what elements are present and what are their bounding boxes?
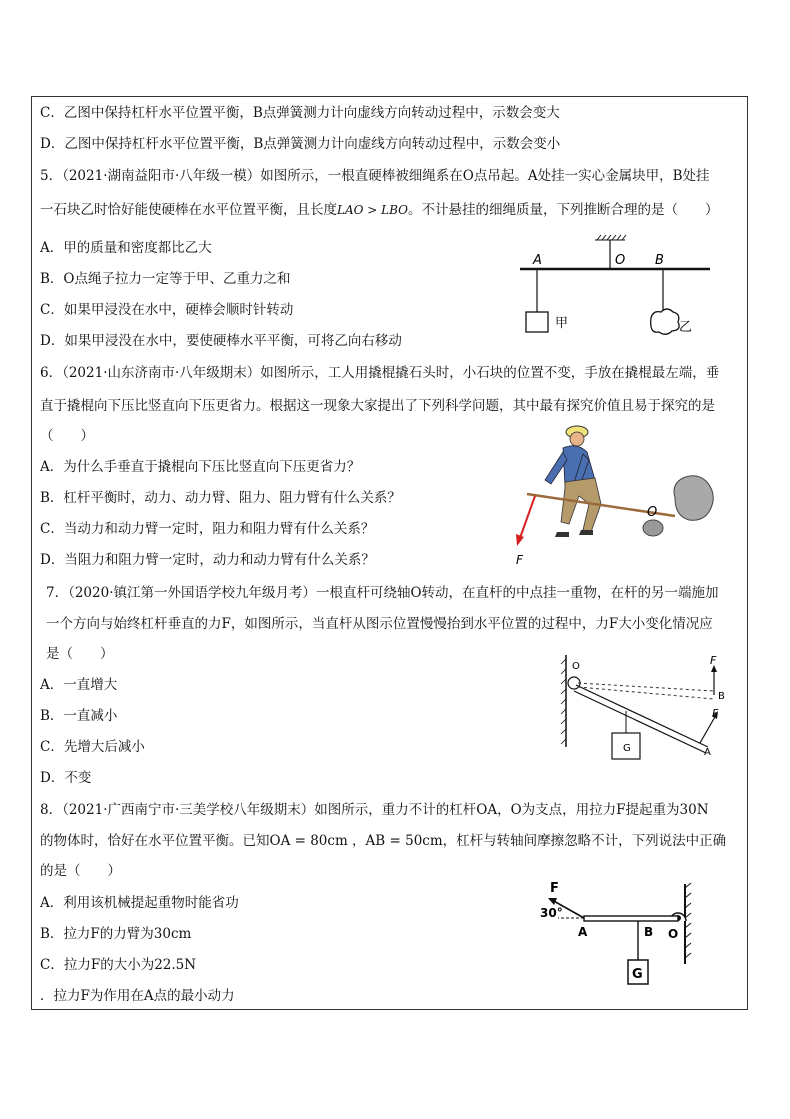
q5-stem-line-1: 5．（2021·湖南益阳市·八年级一模）如图所示，一根直硬棒被细绳系在O点吊起。A处挂一实心金属块甲，B处挂 [40,168,710,184]
label-b: B [655,253,664,268]
small-stone-fulcrum [643,520,663,536]
q6-stem-line-2: 直于撬棍向下压比竖直向下压更省力。根据这一现象大家提出了下列科学问题，其中最有探究价值且易于探究的是 [40,398,715,414]
q5-lever-figure [515,232,715,342]
stone-yi [651,309,679,334]
q7-stem-line-2: 一个方向与始终杠杆垂直的力F，如图所示，当直杆从图示位置慢慢抬到水平位置的过程中，力F大小变化情况应 [46,616,713,632]
lever-oa [584,916,678,921]
q8-option-c: C．拉力F的大小为22.5N [40,957,197,973]
label-b: B [718,691,725,702]
q5-stem-line-2 [40,201,719,219]
q6-stem-line-3: （ ） [40,428,94,444]
q8-option-a: A．利用该机械提起重物时能省功 [40,895,239,911]
q8-option-b: B．拉力F的力臂为30cm [40,926,192,942]
q8-stem-line-2: 的物体时，恰好在水平位置平衡。已知OA = 80cm ，AB = 50cm，杠杆与转轴间摩擦忽略不计，下列说法中正确 [40,833,727,849]
q7-option-a: A．一直增大 [40,677,118,693]
q5-length-inequality: LAO > LBO [337,203,409,217]
worker-illustration [545,426,601,537]
label-angle: 30° [540,906,563,920]
q7-option-c: C．先增大后减小 [40,739,145,755]
q6-option-a: A．为什么手垂直于撬棍向下压比竖直向下压更省力？ [40,459,361,475]
label-f-bottom: F [712,707,719,720]
q7-lever-figure [560,655,730,765]
q7-stem-line-1: 7．（2020·镇江第一外国语学校九年级月考）一根直杆可绕轴O转动，在直杆的中点挂一重物，在杆的另一端施加 [46,585,719,601]
q8-lever-figure [540,872,705,992]
q8-option-d: ．拉力F为作用在A点的最小动力 [40,988,235,1004]
label-o: O [647,505,658,520]
q6-option-b: B．杠杆平衡时，动力、动力臂、阻力、阻力臂有什么关系？ [40,490,401,506]
q4-option-c: C．乙图中保持杠杆水平位置平衡，B点弹簧测力计向虚线方向转动过程中，示数会变大 [40,105,560,121]
q5-stem-text: 一石块乙时恰好能使硬棒在水平位置平衡，且长度 [40,202,337,218]
label-f: F [550,881,559,896]
q6-stem-line-1: 6．（2021·山东济南市·八年级期末）如图所示，工人用撬棍撬石头时，小石块的位置不变，手放在撬棍最左端，垂 [40,365,720,381]
label-f-top: F [710,654,717,667]
label-g: G [623,743,631,754]
rod [576,685,708,747]
q7-option-d: D．不变 [40,770,92,786]
q6-option-c: C．当动力和动力臂一定时，阻力和阻力臂有什么关系？ [40,521,375,537]
q5-stem-text-end: 。不计悬挂的细绳质量，下列推断合理的是（ ） [408,202,719,218]
q5-option-d: D．如果甲浸没在水中，要使硬棒水平平衡，可将乙向右移动 [40,333,402,349]
q5-option-c: C．如果甲浸没在水中，硬棒会顺时针转动 [40,302,294,318]
q5-option-b: B．O点绳子拉力一定等于甲、乙重力之和 [40,271,291,287]
label-o: O [615,253,626,268]
q6-option-d: D．当阻力和阻力臂一定时，动力和动力臂有什么关系？ [40,552,375,568]
label-o: O [572,661,580,672]
q8-stem-line-3: 的是（ ） [40,863,121,879]
metal-block-jia [526,312,548,332]
force-arrow [520,496,535,538]
label-o: O [668,927,679,941]
label-jia: 甲 [555,316,569,331]
big-rock [674,476,713,521]
label-a: A [533,253,542,268]
label-a: A [578,925,588,939]
label-f: F [516,553,523,567]
ceiling-hatch [595,235,626,240]
dashed-position-1 [578,683,714,691]
q6-crowbar-figure [505,420,725,570]
label-g: G [632,967,643,982]
q4-option-d: D．乙图中保持杠杆水平位置平衡，B点弹簧测力计向虚线方向转动过程中，示数会变小 [40,136,561,152]
q7-option-b: B．一直减小 [40,708,118,724]
label-a: A [704,747,711,758]
label-yi: 乙 [679,320,693,335]
q7-stem-line-3: 是（ ） [46,646,114,662]
label-b: B [644,925,654,939]
dashed-position-2 [578,687,714,699]
q5-option-a: A．甲的质量和密度都比乙大 [40,240,212,256]
q8-stem-line-1: 8．（2021·广西南宁市·三美学校八年级期末）如图所示，重力不计的杠杆OA，O为支点，用拉力F提起重为30N [40,802,709,818]
